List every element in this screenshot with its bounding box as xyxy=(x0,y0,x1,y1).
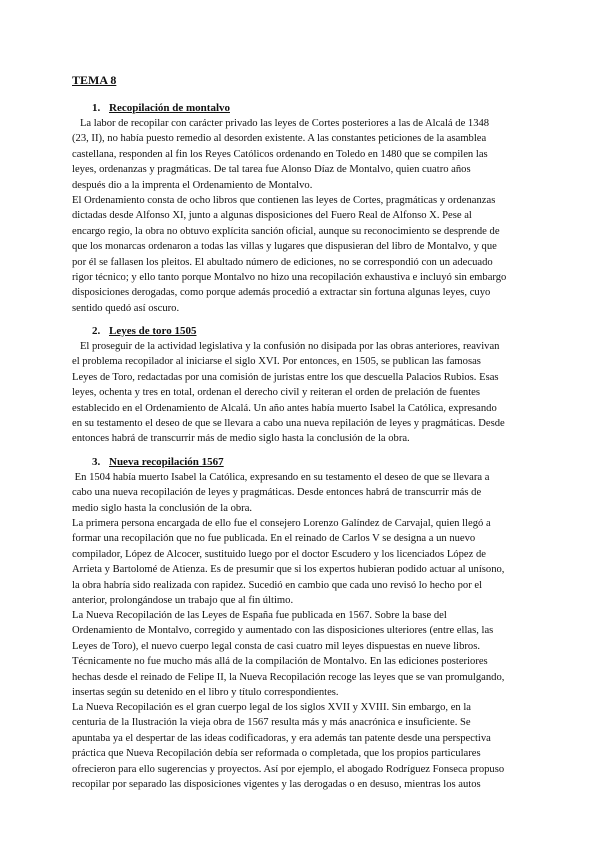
text-line: recopilar por separado las disposiciones vigentes y las derogadas o en desuso, mientras los autos xyxy=(72,779,481,791)
text-line: en su testamento el deseo de que se llevara a cabo una nueva repilación de leyes y pragmáticas. Desde xyxy=(72,418,505,430)
text-line: apuntaba ya el despertar de las ideas codificadoras, y era además tan patente desde una perspectiva xyxy=(72,732,491,744)
text-line: la obra habría sido realizada con rapidez. Sucedió en cambio que cada uno revisó lo hecho por el xyxy=(72,579,483,591)
text-line: leyes, ochenta y tres en total, ordenan el derecho civil y reiteran el orden de prelación de fuentes xyxy=(72,387,480,399)
text-line: compilador, López de Alcocer, sustituido luego por el doctor Escudero y los licenciados López de xyxy=(72,548,486,560)
section-3-number: 3. xyxy=(92,456,101,468)
text-line: La Nueva Recopilación es el gran cuerpo legal de los siglos XVII y XVIII. Sin embargo, en la xyxy=(72,702,472,713)
section-1-heading xyxy=(92,101,230,116)
text-line: medio siglo hasta la conclusión de la obra. xyxy=(72,502,253,514)
text-line: sentido quedó así oscuro. xyxy=(72,302,180,314)
section-3-paragraph-1 xyxy=(72,470,527,516)
text-line: ofrecieron para ello sugerencias y proyectos. Así por ejemplo, el abogado Rodríguez Fonseca propuso xyxy=(72,763,505,775)
text-line: Leyes de Toro, redactadas por una comisión de juristas entre los que descuella Palacios Rubios. Esas xyxy=(72,371,499,383)
text-line: La Nueva Recopilación de las Leyes de España fue publicada en 1567. Sobre la base del xyxy=(72,610,447,621)
section-3-heading xyxy=(92,455,224,470)
section-2-title: Leyes de toro 1505 xyxy=(109,325,197,337)
text-line: La labor de recopilar con carácter privado las leyes de Cortes posteriores a las de Alcalá de 1348 xyxy=(72,118,490,129)
text-line: que los monarcas ordenaron a todas las villas y lugares que dispusieran del libro de Montalvo, y que xyxy=(72,241,497,253)
section-1-number: 1. xyxy=(92,102,101,114)
text-line: Técnicamente no fue mucho más allá de la compilación de Montalvo. En las ediciones posteriores xyxy=(72,656,488,668)
text-line: establecido en el Ordenamiento de Alcalá. Un año antes había muerto Isabel la Católica, expresando xyxy=(72,402,497,414)
text-line: por él se fallasen los pleitos. El abultado número de ediciones, no se correspondió con un adecuado xyxy=(72,256,493,268)
text-line: hechas desde el reinado de Felipe II, la Nueva Recopilación recoge las leyes que se van promulgando, xyxy=(72,671,505,683)
section-1-paragraph-1 xyxy=(72,116,527,193)
text-line: centuria de la Ilustración la vieja obra de 1567 resulta más y más anacrónica e insuficiente. Se xyxy=(72,717,471,729)
section-3-paragraph-2 xyxy=(72,516,527,608)
text-line: dictadas desde Alfonso XI, junto a algunas disposiciones del Fuero Real de Alfonso X. Pese al xyxy=(72,210,472,222)
text-line: práctica que Nueva Recopilación debía ser reformada o completada, que los propios particulares xyxy=(72,748,481,760)
section-3-title: Nueva recopilación 1567 xyxy=(109,456,224,468)
text-line: rigor técnico; y ello tanto porque Montalvo no hizo una recopilación exhaustiva e incluyó sin embargo xyxy=(72,272,507,284)
text-line: el problema recopilador al iniciarse el siglo XVI. Por entonces, en 1505, se publican las famosas xyxy=(72,356,481,368)
text-line: disposiciones derogadas, como porque además procedió a extractar sin fortuna algunas leyes, cuyo xyxy=(72,287,491,299)
section-1-paragraph-2 xyxy=(72,193,527,316)
text-line: formar una recopilación que no fue publicada. En el reinado de Carlos V se designa a un nuevo xyxy=(72,533,476,545)
text-line: cabo una nueva recopilación de leyes y pragmáticas. Desde entonces habrá de transcurrir más de xyxy=(72,487,482,499)
text-line: El proseguir de la actividad legislativa y la confusión no disipada por las obras anteriores, reavivan xyxy=(72,341,500,352)
section-1-title: Recopilación de montalvo xyxy=(109,102,230,114)
text-line: leyes, ordenanzas y pragmáticas. De tal tarea fue Alonso Díaz de Montalvo, quien cuatro años xyxy=(72,164,471,176)
document-title: TEMA 8 xyxy=(72,73,117,87)
section-2-paragraph-1 xyxy=(72,339,527,447)
text-line: (23, II), no había puesto remedio al desorden existente. A las constantes peticiones de la asamblea xyxy=(72,133,487,145)
text-line: anterior, prolongándose un trabajo que al fin último. xyxy=(72,595,294,607)
section-3-paragraph-4 xyxy=(72,700,527,792)
text-line: Arrieta y Bartolomé de Atienza. Es de presumir que si los expertos hubieran podido actuar al unísono, xyxy=(72,564,505,576)
text-line: La primera persona encargada de ello fue el consejero Lorenzo Galíndez de Carvajal, quien llegó a xyxy=(72,518,491,529)
section-3-paragraph-3 xyxy=(72,608,527,700)
text-line: encargo regio, la obra no obtuvo explícita sanción oficial, aunque su reconocimiento se desprende de xyxy=(72,225,500,237)
text-line: Ordenamiento de Montalvo, corregido y aumentado con las disposiciones ulteriores (entre ellas, las xyxy=(72,625,494,637)
section-2-number: 2. xyxy=(92,325,101,337)
text-line: Leyes de Toro), el nuevo cuerpo legal consta de casi cuatro mil leyes dispuestas en nueve libros. xyxy=(72,640,480,652)
section-2-heading xyxy=(92,324,196,339)
text-line: El Ordenamiento consta de ocho libros que contienen las leyes de Cortes, pragmáticas y ordenanzas xyxy=(72,195,496,206)
text-line: castellana, responden al fin los Reyes Católicos ordenando en Toledo en 1480 que se compilen las xyxy=(72,148,488,160)
text-line: después dio a la imprenta el Ordenamiento de Montalvo. xyxy=(72,179,313,191)
text-line: insertas según su detenido en el libro y título correspondientes. xyxy=(72,687,339,699)
text-line: entonces habrá de transcurrir más de medio siglo hasta la conclusión de la obra. xyxy=(72,433,410,445)
text-line: En 1504 había muerto Isabel la Católica, expresando en su testamento el deseo de que se llevara a xyxy=(72,472,490,483)
